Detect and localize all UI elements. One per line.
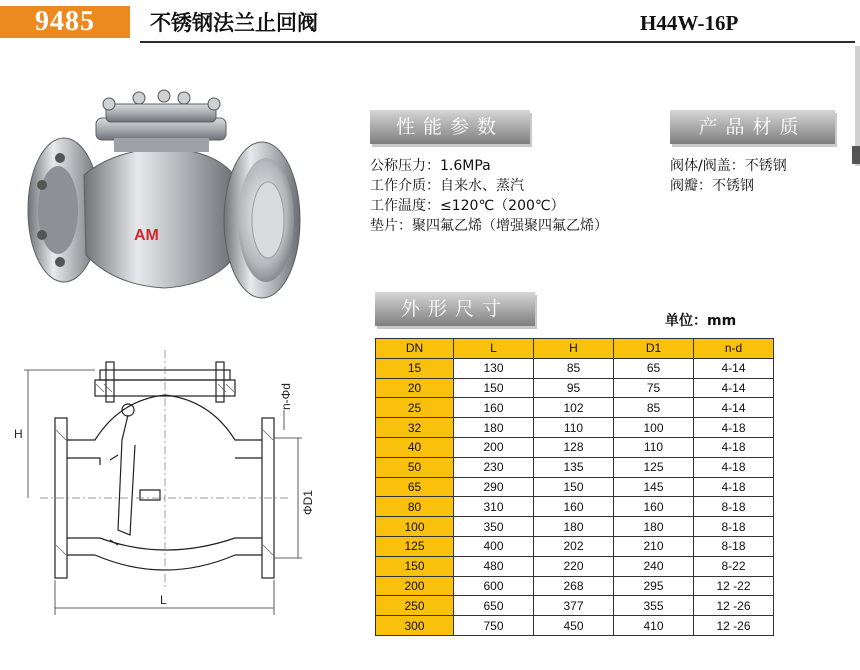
table-cell: 85 bbox=[534, 358, 614, 378]
table-header-row bbox=[376, 339, 774, 359]
table-cell: 160 bbox=[534, 497, 614, 517]
column-header: H bbox=[534, 339, 614, 359]
table-cell: 4-18 bbox=[694, 418, 774, 438]
table-row bbox=[376, 437, 774, 457]
table-cell: 25 bbox=[376, 398, 454, 418]
table-cell: 202 bbox=[534, 536, 614, 556]
table-cell: 300 bbox=[376, 616, 454, 636]
table-cell: 95 bbox=[534, 378, 614, 398]
table-cell: 310 bbox=[454, 497, 534, 517]
table-cell: 295 bbox=[614, 576, 694, 596]
table-cell: 350 bbox=[454, 517, 534, 537]
column-header: L bbox=[454, 339, 534, 359]
table-cell: 135 bbox=[534, 457, 614, 477]
table-cell: 8-22 bbox=[694, 556, 774, 576]
table-cell: 400 bbox=[454, 536, 534, 556]
materials-item: 阀瓣：不锈钢 bbox=[670, 178, 754, 194]
dim-label-d1: ΦD1 bbox=[301, 490, 315, 515]
table-cell: 4-14 bbox=[694, 378, 774, 398]
dim-label-nd: n-Φd bbox=[279, 383, 293, 410]
performance-section-label: 性能参数 bbox=[370, 110, 530, 144]
table-cell: 125 bbox=[614, 457, 694, 477]
table-cell: 75 bbox=[614, 378, 694, 398]
table-row bbox=[376, 536, 774, 556]
table-cell: 128 bbox=[534, 437, 614, 457]
dim-label-h: H bbox=[14, 427, 23, 441]
table-cell: 8-18 bbox=[694, 517, 774, 537]
table-row bbox=[376, 596, 774, 616]
table-cell: 4-18 bbox=[694, 477, 774, 497]
table-row bbox=[376, 616, 774, 636]
table-cell: 210 bbox=[614, 536, 694, 556]
performance-item: 垫片：聚四氟乙烯（增强聚四氟乙烯） bbox=[370, 218, 608, 234]
table-cell: 200 bbox=[376, 576, 454, 596]
table-row bbox=[376, 418, 774, 438]
table-cell: 20 bbox=[376, 378, 454, 398]
table-row bbox=[376, 517, 774, 537]
table-cell: 160 bbox=[454, 398, 534, 418]
page-edge-marker bbox=[852, 146, 860, 164]
unit-label: 单位：mm bbox=[665, 313, 737, 329]
table-cell: 102 bbox=[534, 398, 614, 418]
table-cell: 290 bbox=[454, 477, 534, 497]
column-header: DN bbox=[376, 339, 454, 359]
table-row bbox=[376, 556, 774, 576]
table-cell: 268 bbox=[534, 576, 614, 596]
table-cell: 12 -26 bbox=[694, 616, 774, 636]
performance-item: 工作介质：自来水、蒸汽 bbox=[370, 178, 524, 194]
table-row bbox=[376, 497, 774, 517]
table-cell: 4-18 bbox=[694, 457, 774, 477]
table-cell: 377 bbox=[534, 596, 614, 616]
table-cell: 750 bbox=[454, 616, 534, 636]
table-cell: 100 bbox=[376, 517, 454, 537]
table-cell: 8-18 bbox=[694, 536, 774, 556]
page-title: 不锈钢法兰止回阀 bbox=[150, 11, 318, 35]
column-header: n-d bbox=[694, 339, 774, 359]
table-cell: 650 bbox=[454, 596, 534, 616]
table-cell: 180 bbox=[454, 418, 534, 438]
materials-section-label: 产品材质 bbox=[670, 110, 835, 144]
dimensions-table bbox=[375, 338, 774, 636]
performance-item: 工作温度：≤120℃（200℃） bbox=[370, 198, 565, 214]
table-cell: 355 bbox=[614, 596, 694, 616]
table-cell: 8-18 bbox=[694, 497, 774, 517]
model-number: H44W-16P bbox=[640, 11, 739, 35]
dim-label-l: L bbox=[160, 593, 167, 607]
table-cell: 150 bbox=[534, 477, 614, 497]
table-row bbox=[376, 457, 774, 477]
table-cell: 65 bbox=[614, 358, 694, 378]
table-cell: 4-18 bbox=[694, 437, 774, 457]
table-row bbox=[376, 378, 774, 398]
column-header: D1 bbox=[614, 339, 694, 359]
brand-logo: AM bbox=[134, 227, 159, 244]
table-cell: 250 bbox=[376, 596, 454, 616]
table-cell: 4-14 bbox=[694, 398, 774, 418]
table-cell: 600 bbox=[454, 576, 534, 596]
table-cell: 12 -22 bbox=[694, 576, 774, 596]
table-cell: 85 bbox=[614, 398, 694, 418]
table-cell: 230 bbox=[454, 457, 534, 477]
table-cell: 50 bbox=[376, 457, 454, 477]
table-row bbox=[376, 477, 774, 497]
table-cell: 410 bbox=[614, 616, 694, 636]
table-row bbox=[376, 358, 774, 378]
table-cell: 40 bbox=[376, 437, 454, 457]
table-row bbox=[376, 576, 774, 596]
valve-photo bbox=[14, 80, 314, 320]
table-cell: 200 bbox=[454, 437, 534, 457]
table-cell: 65 bbox=[376, 477, 454, 497]
table-cell: 100 bbox=[614, 418, 694, 438]
materials-item: 阀体/阀盖：不锈钢 bbox=[670, 158, 787, 174]
table-cell: 450 bbox=[534, 616, 614, 636]
table-cell: 125 bbox=[376, 536, 454, 556]
table-cell: 110 bbox=[614, 437, 694, 457]
table-cell: 180 bbox=[534, 517, 614, 537]
performance-item: 公称压力：1.6MPa bbox=[370, 158, 491, 174]
table-cell: 110 bbox=[534, 418, 614, 438]
table-cell: 32 bbox=[376, 418, 454, 438]
table-cell: 160 bbox=[614, 497, 694, 517]
table-cell: 150 bbox=[376, 556, 454, 576]
table-cell: 4-14 bbox=[694, 358, 774, 378]
table-cell: 12 -26 bbox=[694, 596, 774, 616]
header-divider bbox=[140, 41, 855, 43]
table-cell: 480 bbox=[454, 556, 534, 576]
dimensions-section-label: 外形尺寸 bbox=[375, 292, 535, 326]
valve-section-drawing bbox=[0, 340, 330, 660]
materials-list bbox=[670, 156, 850, 196]
performance-list bbox=[370, 156, 670, 236]
table-cell: 80 bbox=[376, 497, 454, 517]
table-cell: 15 bbox=[376, 358, 454, 378]
table-cell: 150 bbox=[454, 378, 534, 398]
table-cell: 180 bbox=[614, 517, 694, 537]
product-code-badge: 9485 bbox=[0, 6, 130, 38]
table-cell: 145 bbox=[614, 477, 694, 497]
table-cell: 130 bbox=[454, 358, 534, 378]
table-cell: 220 bbox=[534, 556, 614, 576]
table-row bbox=[376, 398, 774, 418]
table-cell: 240 bbox=[614, 556, 694, 576]
